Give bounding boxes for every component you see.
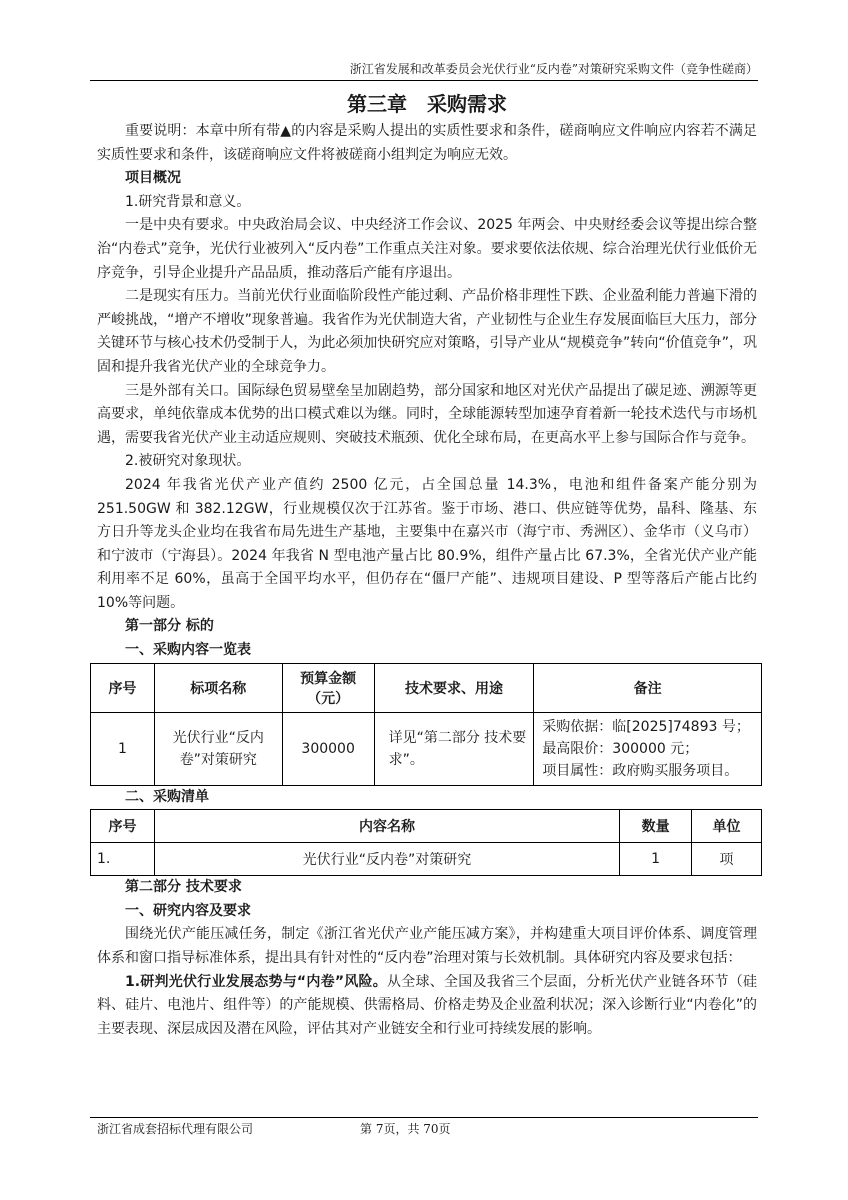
procurement-list-heading: 一、采购内容一览表 (125, 642, 251, 659)
cell-unit: 项 (692, 843, 762, 876)
col-remarks: 备注 (534, 663, 762, 712)
research-item-1-body: 从全球、全国及我省三个层面，分析光伏产业链各环节（硅料、硅片、电池片、组件等）的产能规模、供需格局、价格走势及企业盈利状况；深入诊断行业“内卷化”的主要表现、深层成因及潜在风险，评估其对产业链安全和行业可持续发展的影响。 (97, 973, 757, 1037)
paragraph-central-requirement: 一是中央有要求。中央政治局会议、中央经济工作会议、2025 年两会、中央财经委会议等提出综合整治“内卷式”竞争，光伏行业被列入“反内卷”工作重点关注对象。要求要依法依规、综合治理光伏行业低价无序竞争，引导企业提升产品品质，推动落后产能有序退出。 (97, 217, 757, 281)
research-item-1-lead: 1.研判光伏行业发展态势与“内卷”风险。 (125, 973, 388, 990)
cell-item-name: 光伏行业“反内卷”对策研究 (154, 712, 282, 785)
table-header-row (91, 663, 762, 712)
procurement-list2-heading: 二、采购清单 (125, 788, 209, 805)
cell-content-name: 光伏行业“反内卷”对策研究 (154, 843, 619, 876)
remark-line: 最高限价：300000 元； (542, 740, 699, 757)
col-unit: 单位 (692, 810, 762, 843)
col-item-name: 标项名称 (154, 663, 282, 712)
footer-rule (90, 1117, 758, 1118)
section-status-title: 2.被研究对象现状。 (125, 453, 251, 470)
section-background-title: 1.研究背景和意义。 (125, 193, 251, 210)
cell-quantity: 1 (620, 843, 692, 876)
paragraph-status: 2024 年我省光伏产业产值约 2500 亿元，占全国总量 14.3%，电池和组件备案产能分别为 251.50GW 和 382.12GW，行业规模仅次于江苏省。鉴于市场、港口、供应链等优势，晶科、隆基、东方日升等龙头企业均在我省布局先进生产基地，主要集中在嘉兴市（海宁市、秀洲区）、金华市（义乌市）和宁波市（宁海县）。2024 年我省 N 型电池产量占比 80.9%，组件产量占比 67.3%，全省光伏产业产能利用率不足 60%，虽高于全国平均水平，但仍存在“僵尸产能”、违规项目建设、P 型等落后产能占比约 10%等问题。 (97, 476, 757, 611)
col-tech-requirement: 技术要求、用途 (374, 663, 534, 712)
research-content-heading: 一、研究内容及要求 (125, 902, 251, 919)
chapter-title: 第三章 采购需求 (347, 92, 507, 116)
procurement-content-table (90, 663, 762, 786)
col-no: 序号 (91, 810, 155, 843)
paragraph-real-pressure: 二是现实有压力。当前光伏行业面临阶段性产能过剩、产品价格非理性下跌、企业盈利能力普遍下滑的严峻挑战，“增产不增收”现象普遍。我省作为光伏制造大省，产业韧性与企业生存发展面临巨大压力，部分关键环节与核心技术仍受制于人，为此必须加快研究应对策略，引导产业从“规模竞争”转向“价值竞争”，巩固和提升我省光伏产业的全球竞争力。 (97, 288, 757, 375)
cell-budget: 300000 (282, 712, 374, 785)
table-row (91, 843, 762, 876)
research-item-1 (97, 971, 757, 1042)
procurement-items-table (90, 809, 762, 876)
remark-line: 采购依据：临[2025]74893 号； (542, 718, 750, 735)
important-note: 重要说明：本章中所有带▲的内容是采购人提出的实质性要求和条件，磋商响应文件响应内容若不满足实质性要求和条件，该磋商响应文件将被磋商小组判定为响应无效。 (97, 123, 757, 163)
table-header-row (91, 810, 762, 843)
col-budget: 预算金额（元） (282, 663, 374, 712)
col-quantity: 数量 (620, 810, 692, 843)
col-content-name: 内容名称 (154, 810, 619, 843)
research-intro: 围绕光伏产能压减任务，制定《浙江省光伏产业产能压减方案》，并构建重大项目评价体系、调度管理体系和窗口指导标准体系，提出具有针对性的“反内卷”治理对策与长效机制。具体研究内容及要求包括： (97, 926, 757, 967)
overview-heading: 项目概况 (125, 170, 181, 187)
table-row (91, 712, 762, 785)
remark-line: 项目属性：政府购买服务项目。 (542, 762, 739, 779)
footer-agency: 浙江省成套招标代理有限公司 (97, 1122, 254, 1136)
cell-tech: 详见“第二部分 技术要求”。 (374, 712, 534, 785)
footer-page-number: 第 7页，共 70页 (360, 1122, 451, 1136)
cell-remarks (534, 712, 762, 785)
part2-heading: 第二部分 技术要求 (125, 879, 242, 896)
part1-heading: 第一部分 标的 (125, 618, 214, 635)
cell-no: 1 (91, 712, 155, 785)
header-rule (90, 80, 758, 81)
paragraph-external-pressure: 三是外部有关口。国际绿色贸易壁垒呈加剧趋势，部分国家和地区对光伏产品提出了碳足迹、溯源等更高要求，单纯依靠成本优势的出口模式难以为继。同时，全球能源转型加速孕育着新一轮技术迭代与市场机遇，需要我省光伏产业主动适应规则、突破技术瓶颈、优化全球布局，在更高水平上参与国际合作与竞争。 (97, 382, 757, 446)
cell-no: 1. (91, 843, 155, 876)
running-header: 浙江省发展和改革委员会光伏行业“反内卷”对策研究采购文件（竞争性磋商） (349, 62, 758, 76)
col-no: 序号 (91, 663, 155, 712)
page-content (97, 88, 757, 1041)
